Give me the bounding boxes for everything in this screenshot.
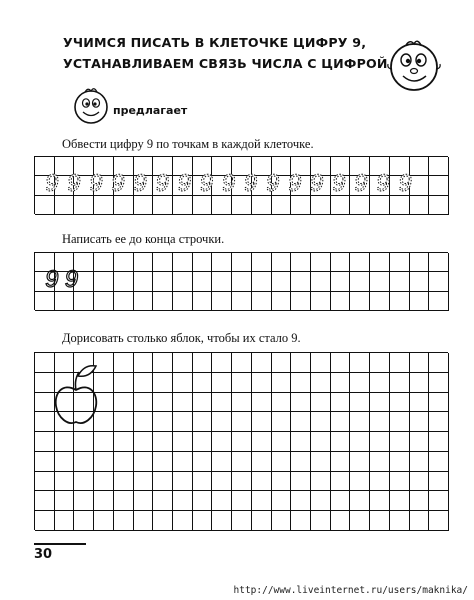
grid-cell <box>35 452 55 472</box>
traced-digit-9: 9 <box>265 170 280 197</box>
grid-cell <box>193 491 213 511</box>
traced-digit-9: 9 <box>287 170 302 197</box>
grid-cell <box>94 432 114 452</box>
grid-cell <box>429 353 449 373</box>
tracing-digits <box>34 156 448 214</box>
grid-cell <box>212 452 232 472</box>
grid-cell <box>114 393 134 413</box>
grid-cell <box>350 452 370 472</box>
grid-cell <box>114 491 134 511</box>
grid-cell <box>390 412 410 432</box>
grid-cell <box>212 432 232 452</box>
grid-cell <box>331 412 351 432</box>
grid-cell <box>134 472 154 492</box>
grid-cell <box>173 373 193 393</box>
grid-cell <box>232 452 252 472</box>
grid-cell <box>410 472 430 492</box>
grid-cell <box>173 491 193 511</box>
grid-cell <box>153 432 173 452</box>
grid-cell <box>153 393 173 413</box>
grid-cell <box>350 393 370 413</box>
written-digits <box>34 252 448 310</box>
grid-cell <box>350 432 370 452</box>
grid-cell <box>311 432 331 452</box>
grid-cell <box>74 432 94 452</box>
grid-cell <box>272 373 292 393</box>
grid-cell <box>311 491 331 511</box>
grid-cell <box>153 491 173 511</box>
grid-cell <box>272 412 292 432</box>
grid-cell <box>212 491 232 511</box>
traced-digit-9: 9 <box>155 170 169 197</box>
grid-cell <box>134 412 154 432</box>
grid-cell <box>114 472 134 492</box>
grid-cell <box>350 412 370 432</box>
grid-cell <box>291 452 311 472</box>
grid-cell <box>410 373 430 393</box>
grid-cell <box>55 432 75 452</box>
traced-digit-9: 9 <box>133 170 147 197</box>
grid-cell <box>272 511 292 531</box>
grid-cell <box>410 491 430 511</box>
grid-cell <box>74 511 94 531</box>
grid-cell <box>291 393 311 413</box>
grid-cell <box>232 491 252 511</box>
grid-cell <box>390 452 410 472</box>
grid-cell <box>350 472 370 492</box>
grid-cell <box>331 353 351 373</box>
grid-cell <box>94 491 114 511</box>
grid-cell <box>74 472 94 492</box>
grid-cell <box>390 353 410 373</box>
grid-cell <box>252 393 272 413</box>
grid-cell <box>311 393 331 413</box>
grid-cell <box>55 452 75 472</box>
grid-cell <box>410 393 430 413</box>
grid-cell <box>311 412 331 432</box>
grid-cell <box>429 373 449 393</box>
grid-cell <box>252 472 272 492</box>
grid-cell <box>350 491 370 511</box>
grid-cell <box>291 353 311 373</box>
source-url: http://www.liveinternet.ru/users/maknika/ <box>233 585 468 596</box>
grid-cell <box>272 491 292 511</box>
grid-cell <box>153 452 173 472</box>
traced-digit-9: 9 <box>199 170 213 197</box>
title-line-2: УСТАНАВЛИВАЕМ СВЯЗЬ ЧИСЛА С ЦИФРОЙ <box>63 56 388 71</box>
grid-cell <box>370 511 390 531</box>
page-title <box>63 32 388 74</box>
kolobok-face-icon <box>384 38 444 94</box>
grid-cell <box>232 393 252 413</box>
grid-cell <box>331 432 351 452</box>
grid-cell <box>74 491 94 511</box>
task-1-instruction: Обвести цифру 9 по точкам в каждой клеточке. <box>62 137 314 151</box>
grid-cell <box>272 393 292 413</box>
suggests-label: предлагает <box>113 104 188 117</box>
grid-cell <box>134 511 154 531</box>
grid-cell <box>331 452 351 472</box>
traced-digit-9: 9 <box>243 170 258 197</box>
grid-cell <box>173 452 193 472</box>
grid-cell <box>173 511 193 531</box>
grid-cell <box>153 353 173 373</box>
grid-cell <box>291 511 311 531</box>
grid-cell <box>173 353 193 373</box>
grid-cell <box>212 511 232 531</box>
grid-cell <box>252 511 272 531</box>
grid-cell <box>232 373 252 393</box>
grid-cell <box>252 452 272 472</box>
grid-cell <box>370 353 390 373</box>
grid-cell <box>311 472 331 492</box>
grid-cell <box>390 472 410 492</box>
traced-digit-9: 9 <box>221 170 236 197</box>
grid-cell <box>429 452 449 472</box>
grid-cell <box>410 511 430 531</box>
written-digit-9: 9 <box>45 266 59 293</box>
grid-cell <box>153 412 173 432</box>
grid-cell <box>232 412 252 432</box>
grid-cell <box>94 472 114 492</box>
grid-cell <box>252 412 272 432</box>
grid-cell <box>429 412 449 432</box>
grid-cell <box>35 491 55 511</box>
traced-digit-9: 9 <box>89 170 103 197</box>
grid-cell <box>114 452 134 472</box>
grid-cell <box>134 393 154 413</box>
grid-cell <box>410 432 430 452</box>
grid-cell <box>173 472 193 492</box>
grid-cell <box>390 432 410 452</box>
grid-cell <box>134 353 154 373</box>
grid-cell <box>272 432 292 452</box>
grid-cell <box>252 373 272 393</box>
grid-cell <box>291 491 311 511</box>
page-number-rule <box>34 543 86 545</box>
grid-cell <box>370 373 390 393</box>
grid-cell <box>311 452 331 472</box>
grid-cell <box>94 452 114 472</box>
grid-cell <box>331 393 351 413</box>
grid-cell <box>212 373 232 393</box>
grid-cell <box>311 353 331 373</box>
grid-cell <box>193 412 213 432</box>
grid-cell <box>193 373 213 393</box>
grid-cell <box>55 491 75 511</box>
grid-cell <box>291 373 311 393</box>
traced-digit-9: 9 <box>111 170 125 197</box>
page-number: 30 <box>34 547 53 562</box>
task-3-instruction: Дорисовать столько яблок, чтобы их стало 9. <box>62 331 301 345</box>
grid-cell <box>232 432 252 452</box>
grid-cell <box>193 472 213 492</box>
grid-cell <box>390 511 410 531</box>
grid-cell <box>410 412 430 432</box>
grid-cell <box>272 472 292 492</box>
grid-cell <box>331 373 351 393</box>
grid-cell <box>55 511 75 531</box>
grid-cell <box>193 432 213 452</box>
traced-digit-9: 9 <box>398 170 412 197</box>
apple-icon <box>52 360 100 430</box>
grid-cell <box>74 452 94 472</box>
grid-cell <box>193 353 213 373</box>
grid-cell <box>134 373 154 393</box>
traced-digit-9: 9 <box>332 170 346 197</box>
grid-cell <box>35 472 55 492</box>
grid-cell <box>114 353 134 373</box>
traced-digit-9: 9 <box>354 170 368 197</box>
grid-cell <box>153 472 173 492</box>
grid-cell <box>350 373 370 393</box>
grid-cell <box>232 353 252 373</box>
grid-cell <box>429 472 449 492</box>
grid-cell <box>331 491 351 511</box>
grid-cell <box>370 393 390 413</box>
grid-cell <box>114 412 134 432</box>
grid-cell <box>429 393 449 413</box>
grid-cell <box>390 393 410 413</box>
grid-cell <box>410 353 430 373</box>
grid-cell <box>331 472 351 492</box>
grid-cell <box>35 432 55 452</box>
grid-cell <box>331 511 351 531</box>
grid-cell <box>193 452 213 472</box>
title-line-1: УЧИМСЯ ПИСАТЬ В КЛЕТОЧКЕ ЦИФРУ 9, <box>63 35 367 50</box>
grid-cell <box>350 353 370 373</box>
grid-cell <box>114 373 134 393</box>
grid-cell <box>311 511 331 531</box>
kolobok-small-icon <box>70 84 112 126</box>
task-2-instruction: Написать ее до конца строчки. <box>62 232 225 246</box>
grid-cell <box>272 353 292 373</box>
grid-cell <box>291 432 311 452</box>
grid-cell <box>410 452 430 472</box>
grid-cell <box>390 373 410 393</box>
grid-cell <box>193 393 213 413</box>
grid-cell <box>35 511 55 531</box>
traced-digit-9: 9 <box>376 170 390 197</box>
grid-cell <box>429 511 449 531</box>
written-digit-9: 9 <box>64 266 79 293</box>
grid-cell <box>291 412 311 432</box>
grid-cell <box>252 432 272 452</box>
grid-cell <box>272 452 292 472</box>
grid-cell <box>252 491 272 511</box>
grid-cell <box>291 472 311 492</box>
traced-digit-9: 9 <box>310 170 324 197</box>
grid-cell <box>390 491 410 511</box>
grid-cell <box>370 472 390 492</box>
grid-cell <box>429 432 449 452</box>
grid-cell <box>193 511 213 531</box>
grid-cell <box>134 452 154 472</box>
grid-cell <box>134 432 154 452</box>
grid-cell <box>212 412 232 432</box>
grid-cell <box>370 432 390 452</box>
grid-cell <box>212 472 232 492</box>
grid-cell <box>173 432 193 452</box>
grid-cell <box>252 353 272 373</box>
traced-digit-9: 9 <box>177 170 191 197</box>
grid-cell <box>153 511 173 531</box>
grid-cell <box>232 472 252 492</box>
grid-cell <box>370 452 390 472</box>
grid-cell <box>370 412 390 432</box>
grid-cell <box>212 393 232 413</box>
grid-cell <box>212 353 232 373</box>
traced-digit-9: 9 <box>67 170 81 197</box>
grid-cell <box>134 491 154 511</box>
grid-cell <box>232 511 252 531</box>
grid-cell <box>370 491 390 511</box>
grid-cell <box>429 491 449 511</box>
grid-cell <box>55 472 75 492</box>
grid-cell <box>114 432 134 452</box>
traced-digit-9: 9 <box>45 170 59 197</box>
grid-cell <box>173 412 193 432</box>
grid-cell <box>94 511 114 531</box>
grid-cell <box>350 511 370 531</box>
grid-cell <box>114 511 134 531</box>
grid-cell <box>173 393 193 413</box>
grid-cell <box>311 373 331 393</box>
grid-cell <box>153 373 173 393</box>
